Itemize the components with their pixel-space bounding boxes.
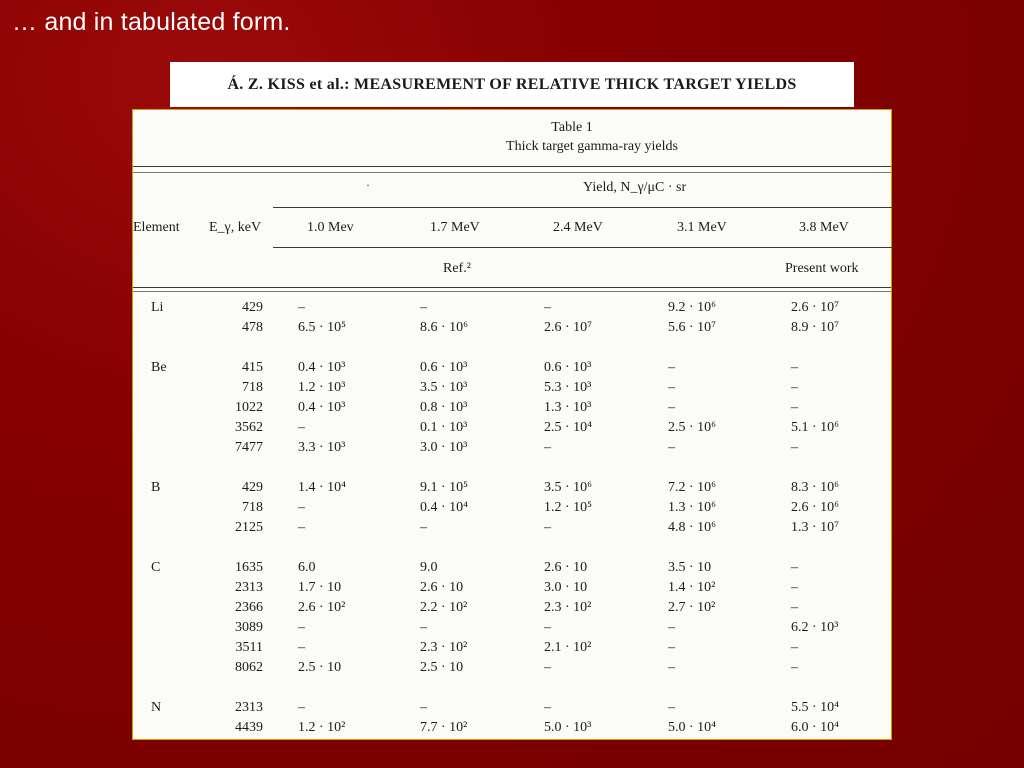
yield-31mev-cell: – — [668, 700, 675, 715]
yield-24mev-cell: – — [544, 700, 551, 715]
yield-1mev-cell: – — [298, 640, 305, 655]
table-row — [133, 420, 891, 440]
yield-24mev-cell: 5.0 · 10³ — [544, 720, 592, 735]
element-cell: B — [151, 480, 161, 495]
yield-24mev-cell: 2.3 · 10² — [544, 600, 592, 615]
energy-cell: 2313 — [235, 580, 263, 595]
table-row — [133, 560, 891, 580]
yield-24mev-cell: – — [544, 300, 551, 315]
energy-cell: 2366 — [235, 600, 263, 615]
yield-31mev-cell: 7.2 · 10⁶ — [668, 480, 717, 495]
yield-1mev-cell: – — [298, 700, 305, 715]
yield-24mev-cell: 5.3 · 10³ — [544, 380, 592, 395]
yield-1mev-cell: 1.7 · 10 — [298, 580, 342, 595]
yield-1mev-cell: 6.5 · 10⁵ — [298, 320, 347, 335]
yield-17mev-cell: 2.5 · 10 — [420, 660, 464, 675]
yield-24mev-cell: 0.6 · 10³ — [544, 360, 592, 375]
yield-38mev-cell: – — [791, 600, 798, 615]
rule-yield — [273, 207, 893, 208]
yield-31mev-cell: 5.0 · 10⁴ — [668, 720, 717, 735]
yield-31mev-cell: 1.3 · 10⁶ — [668, 500, 717, 515]
table-row — [133, 620, 891, 640]
yield-1mev-cell: – — [298, 300, 305, 315]
energy-cell: 2125 — [235, 520, 263, 535]
energy-cell: 718 — [242, 500, 263, 515]
yield-1mev-cell: 1.2 · 10² — [298, 720, 346, 735]
yield-31mev-cell: 4.8 · 10⁶ — [668, 520, 717, 535]
table-caption — [133, 118, 891, 156]
element-cell: C — [151, 560, 161, 575]
yield-1mev-cell: 3.3 · 10³ — [298, 440, 346, 455]
table-row — [133, 580, 891, 600]
yield-31mev-cell: 2.5 · 10⁶ — [668, 420, 717, 435]
yield-17mev-cell: 0.1 · 10³ — [420, 420, 468, 435]
table-row — [133, 320, 891, 340]
yield-24mev-cell: 3.5 · 10⁶ — [544, 480, 593, 495]
yield-31mev-cell: – — [668, 440, 675, 455]
yield-1mev-cell: – — [298, 500, 305, 515]
energy-cell: 2313 — [235, 700, 263, 715]
element-cell: Li — [151, 300, 164, 315]
yield-1mev-cell: 1.2 · 10³ — [298, 380, 346, 395]
yield-24mev-cell: – — [544, 440, 551, 455]
energy-cell: 429 — [242, 480, 263, 495]
table-title: Thick target gamma-ray yields — [506, 139, 678, 154]
yield-1mev-cell: 1.4 · 10⁴ — [298, 480, 347, 495]
yield-17mev-cell: 0.8 · 10³ — [420, 400, 468, 415]
yield-31mev-cell: – — [668, 620, 675, 635]
yield-17mev-cell: – — [420, 520, 427, 535]
yield-24mev-cell: 1.2 · 10⁵ — [544, 500, 593, 515]
yield-38mev-cell: – — [791, 440, 798, 455]
energy-cell: 1635 — [235, 560, 263, 575]
yield-31mev-cell: 9.2 · 10⁶ — [668, 300, 717, 315]
table-row — [133, 640, 891, 660]
slide-title: … and in tabulated form. — [12, 8, 291, 36]
article-header: Á. Z. KISS et al.: MEASUREMENT OF RELATIVE THICK TARGET YIELDS — [170, 62, 854, 107]
table-row — [133, 440, 891, 460]
yield-24mev-cell: 1.3 · 10³ — [544, 400, 592, 415]
yield-38mev-cell: 5.1 · 10⁶ — [791, 420, 840, 435]
yield-38mev-cell: 2.6 · 10⁷ — [791, 300, 840, 315]
element-cell: N — [151, 700, 162, 715]
table-row — [133, 660, 891, 680]
yield-1mev-cell: – — [298, 620, 305, 635]
yield-17mev-cell: 8.6 · 10⁶ — [420, 320, 469, 335]
yield-24mev-cell: 3.0 · 10 — [544, 580, 588, 595]
yield-1mev-cell: 6.0 — [298, 560, 316, 575]
yield-38mev-cell: – — [791, 640, 798, 655]
table-row — [133, 500, 891, 520]
yield-17mev-cell: – — [420, 620, 427, 635]
col-header-2: 1.7 MeV — [430, 220, 480, 235]
col-header-3: 2.4 MeV — [553, 220, 603, 235]
table-row — [133, 600, 891, 620]
present-work-label: Present work — [785, 261, 859, 276]
yield-1mev-cell: – — [298, 420, 305, 435]
yield-31mev-cell: – — [668, 400, 675, 415]
yield-17mev-cell: 9.0 — [420, 560, 438, 575]
energy-header: E_γ, keV — [209, 220, 262, 235]
rule-cols — [273, 247, 893, 248]
yield-1mev-cell: 2.6 · 10² — [298, 600, 346, 615]
col-header-5: 3.8 MeV — [799, 220, 849, 235]
yield-38mev-cell: – — [791, 400, 798, 415]
yield-38mev-cell: 6.0 · 10⁴ — [791, 720, 840, 735]
energy-cell: 1022 — [235, 400, 263, 415]
table-row — [133, 400, 891, 420]
yield-38mev-cell: 8.3 · 10⁶ — [791, 480, 840, 495]
yield-31mev-cell: 5.6 · 10⁷ — [668, 320, 717, 335]
energy-cell: 3511 — [235, 640, 263, 655]
yield-1mev-cell: – — [298, 520, 305, 535]
energy-cell: 3562 — [235, 420, 263, 435]
yield-31mev-cell: – — [668, 360, 675, 375]
yield-31mev-cell: 1.4 · 10² — [668, 580, 716, 595]
col-header-4: 3.1 MeV — [677, 220, 727, 235]
energy-cell: 8062 — [235, 660, 263, 675]
yield-38mev-cell: – — [791, 560, 798, 575]
yield-units-label: Yield, N_γ/μC · sr — [583, 180, 687, 195]
table-row — [133, 700, 891, 720]
yield-31mev-cell: – — [668, 660, 675, 675]
yield-24mev-cell: 2.6 · 10 — [544, 560, 588, 575]
rule-header-bottom-2 — [133, 291, 891, 292]
yield-31mev-cell: – — [668, 380, 675, 395]
rule-header-bottom — [133, 287, 891, 288]
energy-cell: 478 — [242, 320, 263, 335]
rule-top — [133, 166, 891, 167]
yield-table-panel — [132, 109, 892, 740]
yield-24mev-cell: – — [544, 520, 551, 535]
yield-17mev-cell: 0.6 · 10³ — [420, 360, 468, 375]
yield-17mev-cell: – — [420, 300, 427, 315]
yield-17mev-cell: 2.2 · 10² — [420, 600, 468, 615]
table-row — [133, 300, 891, 320]
yield-24mev-cell: 2.6 · 10⁷ — [544, 320, 593, 335]
yield-17mev-cell: 2.6 · 10 — [420, 580, 464, 595]
table-row — [133, 480, 891, 500]
table-row — [133, 520, 891, 540]
energy-cell: 415 — [242, 360, 263, 375]
yield-38mev-cell: 8.9 · 10⁷ — [791, 320, 840, 335]
yield-38mev-cell: 1.3 · 10⁷ — [791, 520, 840, 535]
yield-17mev-cell: 0.4 · 10⁴ — [420, 500, 469, 515]
yield-31mev-cell: 2.7 · 10² — [668, 600, 716, 615]
yield-17mev-cell: 3.0 · 10³ — [420, 440, 468, 455]
energy-cell: 718 — [242, 380, 263, 395]
energy-cell: 3089 — [235, 620, 263, 635]
energy-cell: 4439 — [235, 720, 263, 735]
yield-31mev-cell: 3.5 · 10 — [668, 560, 712, 575]
yield-38mev-cell: – — [791, 360, 798, 375]
yield-24mev-cell: – — [544, 620, 551, 635]
yield-17mev-cell: 9.1 · 10⁵ — [420, 480, 469, 495]
table-row — [133, 360, 891, 380]
element-cell: Be — [151, 360, 167, 375]
stray-dot: · — [366, 178, 370, 192]
yield-24mev-cell: 2.1 · 10² — [544, 640, 592, 655]
rule-top-2 — [133, 172, 891, 173]
yield-17mev-cell: – — [420, 700, 427, 715]
yield-17mev-cell: 2.3 · 10² — [420, 640, 468, 655]
yield-17mev-cell: 3.5 · 10³ — [420, 380, 468, 395]
yield-38mev-cell: – — [791, 660, 798, 675]
yield-31mev-cell: – — [668, 640, 675, 655]
yield-1mev-cell: 0.4 · 10³ — [298, 400, 346, 415]
table-row — [133, 720, 891, 740]
yield-38mev-cell: – — [791, 380, 798, 395]
col-header-1: 1.0 Mev — [307, 220, 354, 235]
yield-38mev-cell: 2.6 · 10⁶ — [791, 500, 840, 515]
table-number: Table 1 — [551, 120, 593, 135]
yield-24mev-cell: – — [544, 660, 551, 675]
yield-38mev-cell: – — [791, 580, 798, 595]
yield-38mev-cell: 6.2 · 10³ — [791, 620, 839, 635]
energy-cell: 7477 — [235, 440, 263, 455]
ref-label: Ref.² — [443, 261, 471, 276]
yield-1mev-cell: 2.5 · 10 — [298, 660, 342, 675]
yield-17mev-cell: 7.7 · 10² — [420, 720, 468, 735]
element-header: Element — [133, 220, 180, 235]
energy-cell: 429 — [242, 300, 263, 315]
yield-1mev-cell: 0.4 · 10³ — [298, 360, 346, 375]
yield-24mev-cell: 2.5 · 10⁴ — [544, 420, 593, 435]
table-row — [133, 380, 891, 400]
yield-38mev-cell: 5.5 · 10⁴ — [791, 700, 840, 715]
